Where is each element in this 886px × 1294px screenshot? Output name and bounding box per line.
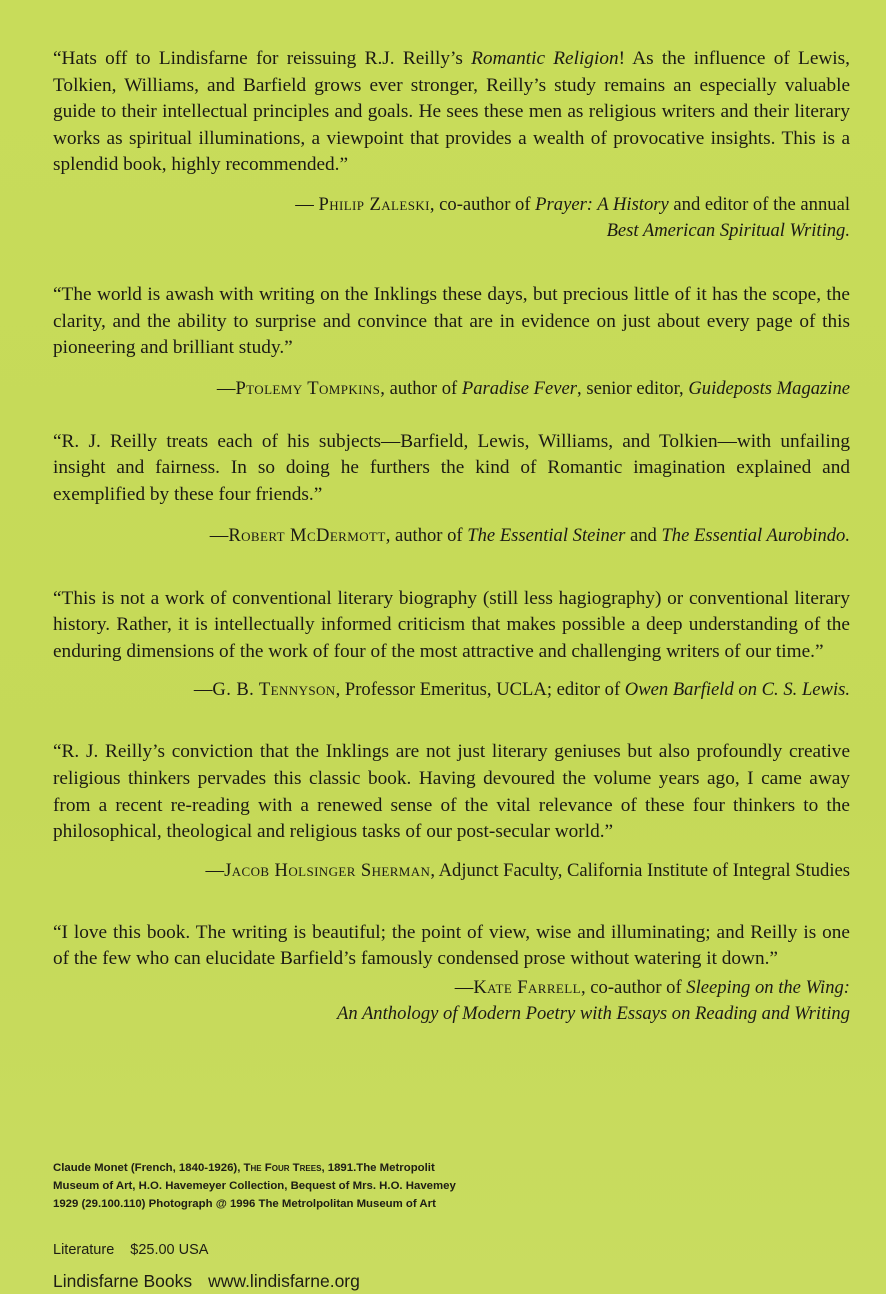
- category-label: Literature: [53, 1242, 115, 1258]
- blurb-attribution-6: —Kate Farrell, co-author of Sleeping on the Wing: An Anthology of Modern Poetry with Essays on Reading and Writing: [336, 976, 850, 1024]
- blurb-quote-3: “R. J. Reilly treats each of his subjects—Barfield, Lewis, Williams, and Tolkien—with unfailing insight and fairness. In so doing he furthers the kind of Romantic imagination explained and exemplified by these four friends.”: [53, 430, 850, 505]
- blurb-attribution-5: —Jacob Holsinger Sherman, Adjunct Faculty, California Institute of Integral Studies: [205, 859, 850, 881]
- cover-art-credit-line-3: 1929 (29.100.110) Photograph @ 1996 The Metrolpolitan Museum of Art: [53, 1198, 436, 1210]
- blurb-attribution-3: —Robert McDermott, author of The Essential Steiner and The Essential Aurobindo.: [209, 524, 850, 546]
- blurb-attribution-4: —G. B. Tennyson, Professor Emeritus, UCLA; editor of Owen Barfield on C. S. Lewis.: [193, 679, 850, 701]
- blurb-quote-1: “Hats off to Lindisfarne for reissuing R.J. Reilly’s Romantic Religion! As the influence of Lewis, Tolkien, Williams, and Barfield grows ever stronger, Reilly’s study remains an especially valuable guide to their intellectual principles and goals. He sees these men as religious writers and their literary works as spiritual illuminations, a viewpoint that provides a wealth of provocative insights. This is a splendid book, highly recommended.”: [53, 48, 850, 176]
- publisher-line: [53, 1271, 360, 1292]
- cover-art-credit-line-2: Museum of Art, H.O. Havemeyer Collection, Bequest of Mrs. H.O. Havemey: [53, 1180, 456, 1192]
- price-label: $25.00 USA: [130, 1242, 209, 1258]
- publisher-website: www.lindisfarne.org: [208, 1271, 360, 1291]
- publisher-name: Lindisfarne Books: [53, 1271, 193, 1291]
- cover-art-credit-line-1: Claude Monet (French, 1840-1926), The Four Trees, 1891.The Metropolit: [53, 1162, 435, 1174]
- blurb-quote-5: “R. J. Reilly’s conviction that the Inklings are not just literary geniuses but also profoundly creative religious thinkers pervades this classic book. Having devoured the volume years ago, I came away from a recent re-reading with a renewed sense of the vital relevance of these four thinkers to the philosophical, theological and religious tasks of our post-secular world.”: [53, 741, 850, 843]
- blurb-quote-4: “This is not a work of conventional literary biography (still less hagiography) or conventional literary history. Rather, it is intellectually informed criticism that makes possible a deep understanding of the enduring dimensions of the work of four of the most attractive and challenging writers of our time.”: [53, 587, 850, 662]
- blurb-attribution-1: — Philip Zaleski, co-author of Prayer: A History and editor of the annual Best American Spiritual Writing.: [295, 193, 850, 241]
- blurb-list: [53, 46, 850, 1027]
- blurb-quote-6: “I love this book. The writing is beautiful; the point of view, wise and illuminating; and Reilly is one of the few who can elucidate Barfield’s famously condensed prose without watering it down.”: [53, 921, 850, 970]
- category-and-price: [53, 1242, 208, 1258]
- cover-footer: [53, 1159, 873, 1291]
- blurb-quote-2: “The world is awash with writing on the Inklings these days, but precious little of it has the scope, the clarity, and the ability to surprise and convince that are in evidence on just about every page of this pioneering and brilliant study.”: [53, 283, 850, 359]
- blurb-attribution-2: —Ptolemy Tompkins, author of Paradise Fever, senior editor, Guideposts Magazine: [216, 377, 850, 399]
